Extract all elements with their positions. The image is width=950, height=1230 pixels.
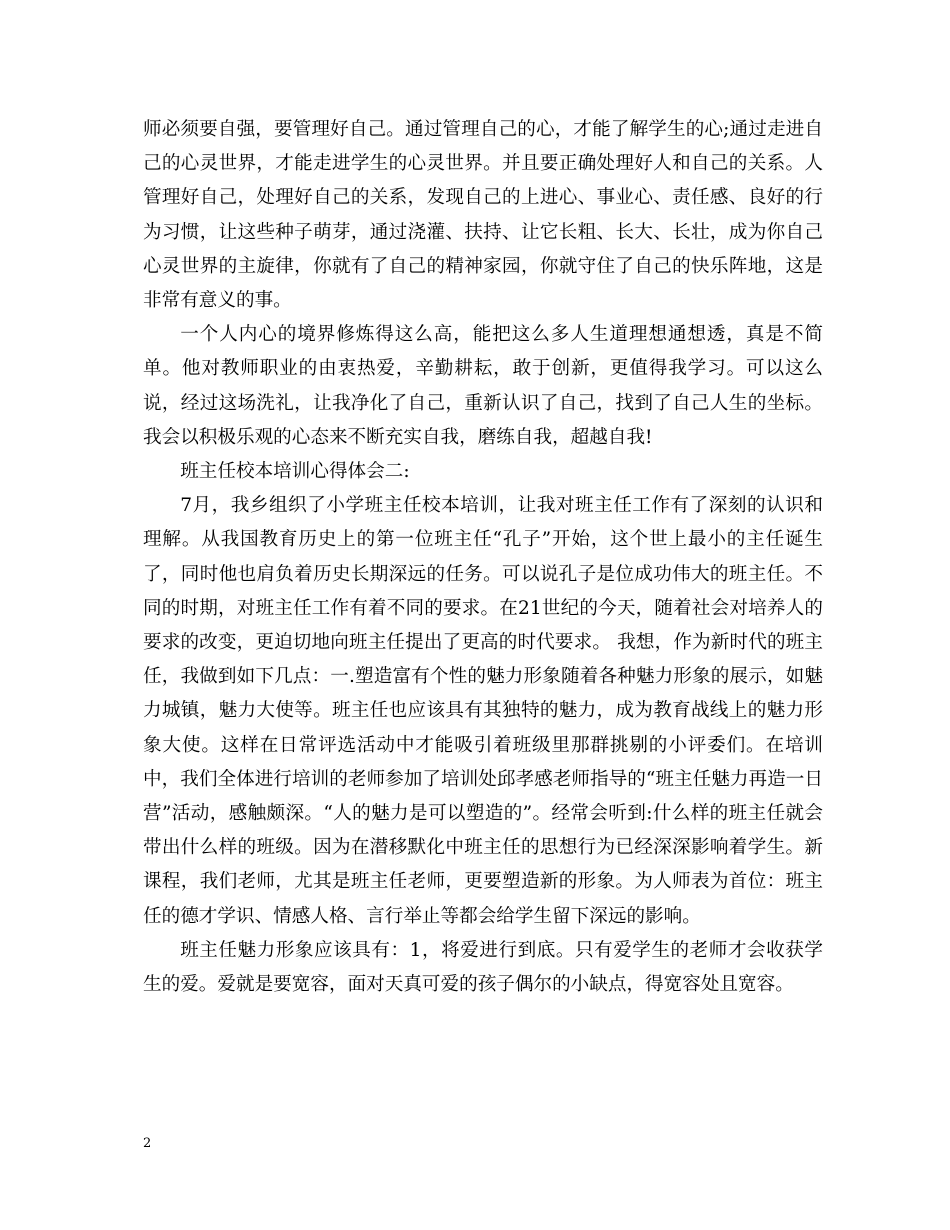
paragraph-1: 师必须要自强，要管理好自己。通过管理自己的心，才能了解学生的心;通过走进自己的心灵世界，才能走进学生的心灵世界。并且要正确处理好人和自己的关系。人管理好自己，处理好自己的关系，发现自己的上进心、事业心、责任感、良好的行为习惯，让这些种子萌芽，通过浇灌、扶持、让它长粗、长大、长壮，成为你自己心灵世界的主旋律，你就有了自己的精神家园，你就守住了自己的快乐阵地，这是非常有意义的事。 <box>143 119 823 312</box>
body-text <box>143 113 823 1002</box>
page-number: 2 <box>143 1136 152 1151</box>
paragraph-3: 7月，我乡组织了小学班主任校本培训，让我对班主任工作有了深刻的认识和理解。从我国教育历史上的第一位班主任“孔子”开始，这个世上最小的主任诞生了，同时他也肩负着历史长期深远的任务。可以说孔子是位成功伟大的班主任。不同的时期，对班主任工作有着不同的要求。在21世纪的今天，随着社会对培养人的要求的改变，更迫切地向班主任提出了更高的时代要求。 我想，作为新时代的班主任，我做到如下几点：一.塑造富有个性的魅力形象随着各种魅力形象的展示，如魅力城镇，魅力大使等。班主任也应该具有其独特的魅力，成为教育战线上的魅力形象大使。这样在日常评选活动中才能吸引着班级里那群挑剔的小评委们。在培训中，我们全体进行培训的老师参加了培训处邱孝感老师指导的“班主任魅力再造一日营”活动，感触颇深。“人的魅力是可以塑造的”。经常会听到:什么样的班主任就会带出什么样的班级。因为在潜移默化中班主任的思想行为已经深深影响着学生。新课程，我们老师，尤其是班主任老师，更要塑造新的形象。为人师表为首位：班主任的德才学识、情感人格、言行举止等都会给学生留下深远的影响。 <box>143 495 823 927</box>
paragraph-4: 班主任魅力形象应该具有：1，将爱进行到底。只有爱学生的老师才会收获学生的爱。爱就是要宽容，面对天真可爱的孩子偶尔的小缺点，得宽容处且宽容。 <box>143 939 823 996</box>
paragraph-2: 一个人内心的境界修炼得这么高，能把这么多人生道理想通想透，真是不简单。他对教师职业的由衷热爱，辛勤耕耘，敢于创新，更值得我学习。可以这么说，经过这场洗礼，让我净化了自己，重新认识了自己，找到了自己人生的坐标。我会以积极乐观的心态来不断充实自我，磨练自我，超越自我! <box>143 324 823 448</box>
section-heading: 班主任校本培训心得体会二: <box>180 461 410 483</box>
